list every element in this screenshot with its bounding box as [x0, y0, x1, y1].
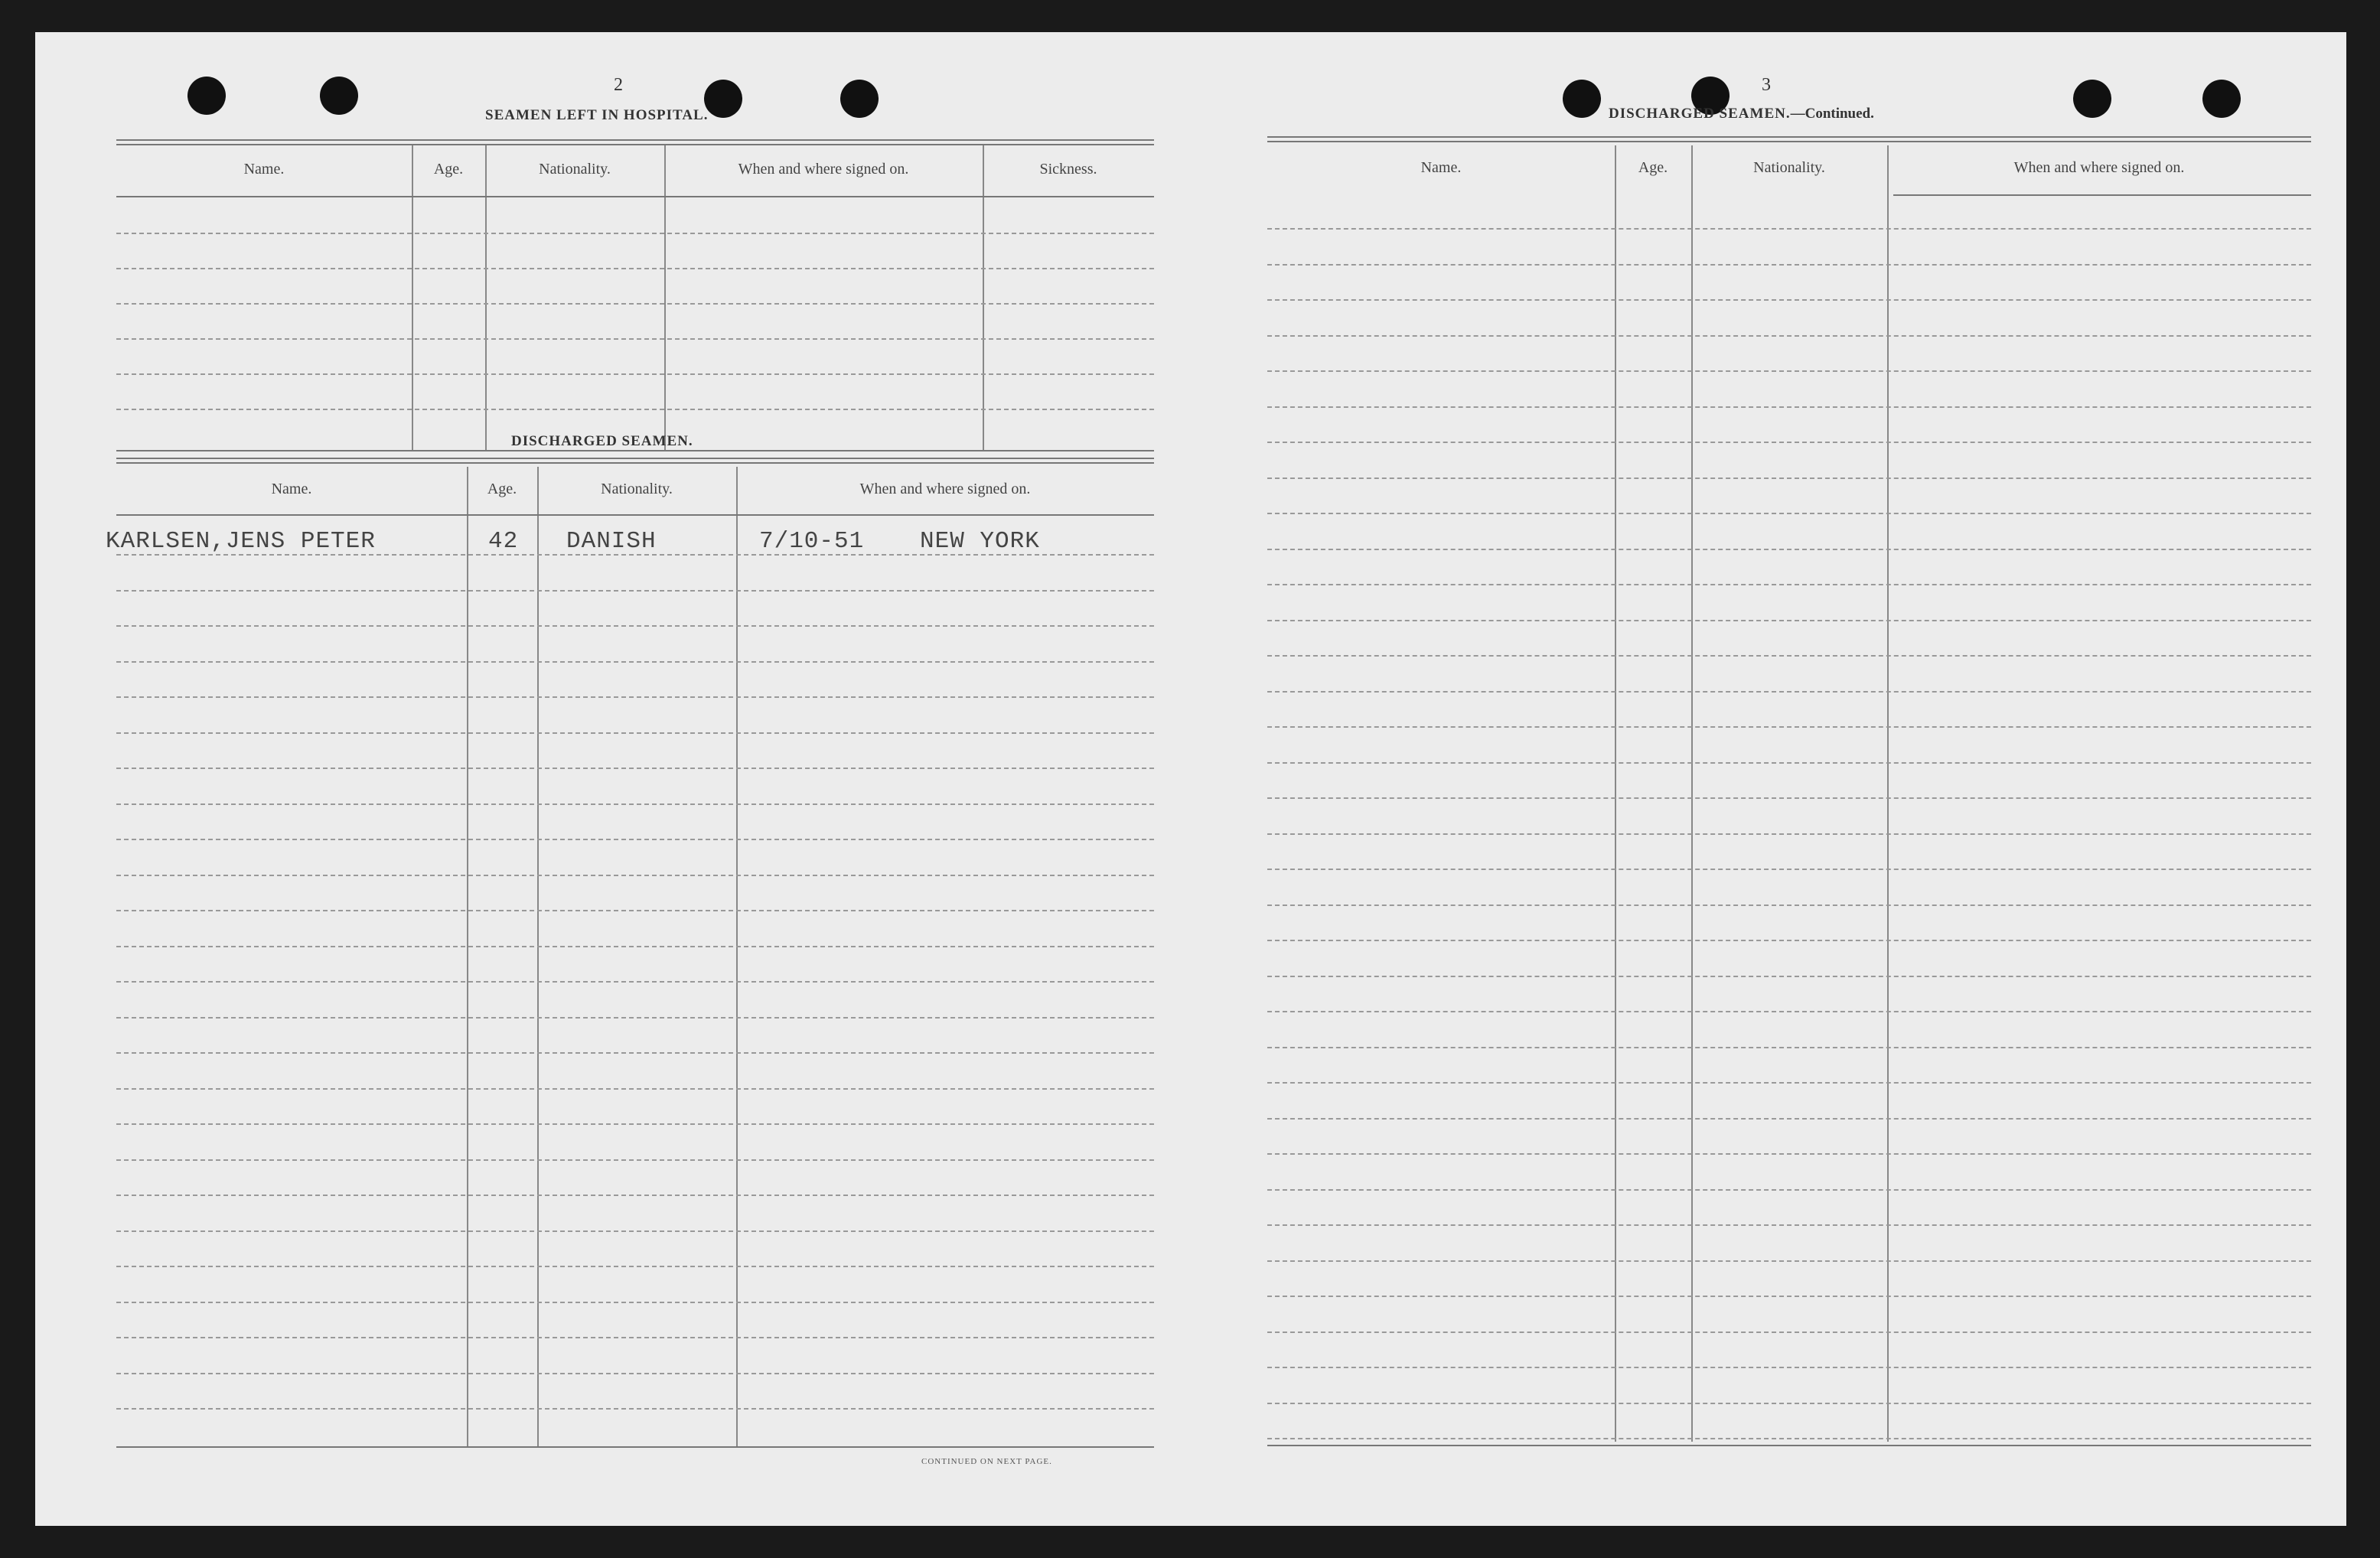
row-line — [1267, 1118, 2311, 1120]
row-line — [1267, 228, 2311, 230]
table-top-rule — [116, 458, 1154, 464]
header-rule — [1893, 194, 2311, 196]
row-line — [1267, 335, 2311, 337]
row-line — [116, 768, 1154, 769]
row-line — [116, 409, 1154, 410]
row-line — [116, 233, 1154, 234]
row-line — [1267, 976, 2311, 977]
row-line — [116, 910, 1154, 911]
row-line — [1267, 549, 2311, 550]
table-bottom-rule — [116, 450, 1154, 451]
row-line — [1267, 940, 2311, 941]
column-divider — [1691, 145, 1693, 1442]
continued-note: CONTINUED ON NEXT PAGE. — [921, 1457, 1052, 1466]
discharged-section-title: DISCHARGED SEAMEN. — [511, 433, 693, 449]
row-line — [1267, 406, 2311, 408]
continued-label: —Continued. — [1790, 106, 1874, 122]
row-line — [116, 1159, 1154, 1161]
row-line — [1267, 797, 2311, 799]
column-header-age: Age. — [433, 161, 464, 178]
row-line — [116, 839, 1154, 840]
column-header-name: Name. — [1420, 159, 1462, 176]
row-line — [1267, 1047, 2311, 1048]
column-header-name: Name. — [271, 481, 312, 497]
punch-hole — [2073, 80, 2111, 118]
page-number: 2 — [614, 75, 623, 95]
row-line — [1267, 904, 2311, 906]
column-header-age: Age. — [1638, 159, 1668, 176]
row-line — [1267, 1367, 2311, 1368]
column-header-nationality: Nationality. — [1753, 159, 1825, 176]
table-bottom-rule — [1267, 1445, 2311, 1446]
row-line — [1267, 1189, 2311, 1191]
page-number: 3 — [1762, 75, 1771, 95]
punch-hole — [187, 77, 226, 115]
row-line — [1267, 762, 2311, 764]
column-divider — [537, 467, 539, 1446]
row-line — [1267, 299, 2311, 301]
row-line — [116, 1302, 1154, 1303]
row-line — [116, 661, 1154, 663]
row-line — [116, 981, 1154, 983]
punch-hole — [320, 77, 358, 115]
punch-hole — [840, 80, 879, 118]
signed-on-date: 7/10-51 — [759, 528, 865, 555]
row-line — [1267, 1331, 2311, 1333]
row-line — [1267, 478, 2311, 479]
row-line — [116, 373, 1154, 375]
row-line — [1267, 264, 2311, 266]
row-line — [116, 1195, 1154, 1196]
column-header-signed-on: When and where signed on. — [2013, 159, 2185, 176]
column-divider — [736, 467, 738, 1446]
table-top-rule — [116, 139, 1154, 145]
row-line — [1267, 442, 2311, 443]
column-header-signed-on: When and where signed on. — [859, 481, 1031, 497]
seaman-nationality: DANISH — [566, 528, 657, 555]
row-line — [1267, 869, 2311, 870]
table-top-rule — [1267, 136, 2311, 142]
row-line — [1267, 1438, 2311, 1439]
row-line — [1267, 833, 2311, 835]
row-line — [1267, 620, 2311, 621]
row-line — [116, 1266, 1154, 1267]
row-line — [116, 803, 1154, 805]
column-divider — [1615, 145, 1616, 1442]
column-header-signed-on: When and where signed on. — [738, 161, 909, 178]
column-divider — [1887, 145, 1889, 1442]
discharged-continued-title — [1609, 106, 1874, 122]
row-line — [116, 732, 1154, 734]
table-bottom-rule — [116, 1446, 1154, 1448]
row-line — [116, 1230, 1154, 1232]
row-line — [1267, 655, 2311, 657]
row-line — [116, 1017, 1154, 1019]
document-sheet — [35, 32, 2346, 1526]
column-header-sickness: Sickness. — [1039, 161, 1097, 178]
row-line — [116, 1052, 1154, 1054]
row-line — [1267, 1403, 2311, 1404]
row-line — [1267, 370, 2311, 372]
row-line — [1267, 584, 2311, 585]
header-rule — [116, 196, 1154, 197]
row-line — [1267, 1011, 2311, 1012]
row-line — [116, 338, 1154, 340]
row-line — [116, 1337, 1154, 1338]
row-line — [1267, 1224, 2311, 1226]
column-header-nationality: Nationality. — [601, 481, 673, 497]
row-line — [1267, 1296, 2311, 1297]
column-divider — [412, 145, 413, 450]
row-line — [116, 590, 1154, 592]
column-header-age: Age. — [487, 481, 517, 497]
row-line — [116, 1123, 1154, 1125]
column-divider — [983, 145, 984, 450]
row-line — [1267, 1153, 2311, 1155]
row-line — [116, 554, 1154, 556]
row-line — [116, 875, 1154, 876]
row-line — [1267, 513, 2311, 514]
column-divider — [485, 145, 487, 450]
column-header-name: Name. — [243, 161, 285, 178]
row-line — [1267, 726, 2311, 728]
row-line — [116, 1373, 1154, 1374]
column-divider — [467, 467, 468, 1446]
row-line — [116, 1088, 1154, 1090]
row-line — [116, 1408, 1154, 1410]
hospital-section-title: SEAMEN LEFT IN HOSPITAL. — [485, 107, 709, 123]
column-header-nationality: Nationality. — [539, 161, 611, 178]
punch-hole — [704, 80, 742, 118]
punch-hole — [2202, 80, 2241, 118]
row-line — [1267, 1082, 2311, 1084]
punch-hole — [1563, 80, 1601, 118]
row-line — [116, 303, 1154, 305]
discharged-title-text: DISCHARGED SEAMEN. — [1609, 106, 1791, 122]
row-line — [116, 625, 1154, 627]
row-line — [1267, 1260, 2311, 1262]
row-line — [1267, 691, 2311, 693]
seaman-name: KARLSEN,JENS PETER — [106, 528, 376, 555]
header-rule — [116, 514, 1154, 516]
row-line — [116, 946, 1154, 947]
signed-on-place: NEW YORK — [920, 528, 1040, 555]
column-divider — [664, 145, 666, 450]
row-line — [116, 268, 1154, 269]
row-line — [116, 696, 1154, 698]
seaman-age: 42 — [488, 528, 519, 555]
